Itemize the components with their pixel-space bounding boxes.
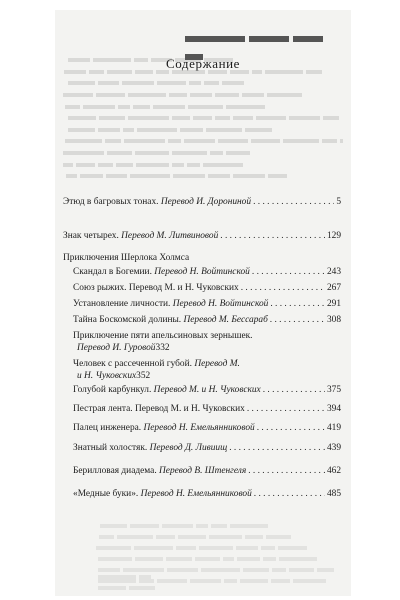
toc-leader-dots bbox=[220, 230, 325, 243]
reverse-side-word bbox=[256, 116, 286, 120]
toc-entry bbox=[73, 282, 341, 295]
toc-entry-translator: Перевод И. Дорониной bbox=[160, 197, 252, 207]
reverse-side-line bbox=[100, 515, 338, 520]
reverse-side-word bbox=[172, 116, 190, 120]
reverse-side-word bbox=[168, 139, 181, 143]
toc-entry-translator: Перевод Н. Емельянниковой bbox=[143, 423, 255, 433]
toc-entry bbox=[73, 298, 341, 311]
toc-page-number: 332 bbox=[155, 343, 170, 353]
toc-entry bbox=[73, 465, 341, 478]
reverse-side-line bbox=[65, 135, 343, 147]
toc-entry bbox=[63, 230, 341, 243]
toc-leader-dots bbox=[247, 403, 325, 416]
toc-entry-title: Пестрая лента. Перевод М. и Н. Чуковских bbox=[73, 404, 245, 414]
toc-leader-dots bbox=[229, 442, 325, 455]
toc-leader-dots bbox=[252, 266, 325, 279]
toc-page-number: 243 bbox=[326, 267, 341, 277]
page-title: Содержание bbox=[165, 56, 241, 71]
reverse-side-word bbox=[98, 579, 136, 583]
toc-entry-translator: Перевод В. Штенгеля bbox=[159, 466, 247, 476]
toc-page-number: 129 bbox=[326, 231, 341, 241]
toc-page-number: 5 bbox=[336, 197, 341, 207]
reverse-side-word bbox=[180, 128, 203, 132]
reverse-side-line bbox=[98, 570, 341, 575]
reverse-side-line bbox=[63, 158, 342, 170]
reverse-side-word bbox=[129, 586, 155, 590]
toc-entry bbox=[73, 358, 240, 371]
reverse-side-word bbox=[204, 81, 219, 85]
reverse-side-word bbox=[63, 163, 73, 167]
reverse-side-word bbox=[268, 174, 287, 178]
reverse-side-line bbox=[98, 559, 342, 564]
toc-leader-dots bbox=[270, 298, 325, 311]
toc-entry-title: Скандал в Богемии. bbox=[73, 267, 152, 277]
reverse-side-word bbox=[136, 163, 169, 167]
reverse-side-word bbox=[133, 105, 150, 109]
toc-entry-translator-continuation: и Н. Чуковских bbox=[77, 371, 137, 381]
reverse-side-word bbox=[98, 128, 120, 132]
toc-entry-title: Знак четырех. bbox=[63, 231, 119, 241]
toc-entry bbox=[73, 314, 341, 327]
toc-entry-translator: Перевод М. Бессараб bbox=[183, 315, 268, 325]
toc-leader-dots bbox=[248, 465, 325, 478]
reverse-side-word bbox=[240, 579, 268, 583]
reverse-side-word bbox=[66, 174, 77, 178]
reverse-side-word bbox=[206, 128, 242, 132]
toc-leader-dots bbox=[263, 384, 325, 397]
reverse-side-word bbox=[157, 81, 186, 85]
toc-page-number: 308 bbox=[326, 315, 341, 325]
reverse-side-word bbox=[340, 139, 343, 143]
reverse-side-word bbox=[96, 93, 125, 97]
reverse-side-word bbox=[157, 579, 187, 583]
toc-entry-title: Установление личности. bbox=[73, 299, 171, 309]
reverse-side-word bbox=[322, 139, 337, 143]
reverse-side-word bbox=[289, 116, 320, 120]
reverse-side-word bbox=[68, 116, 96, 120]
reverse-side-word bbox=[124, 139, 165, 143]
toc-entry-title: Тайна Боскомской долины. bbox=[73, 315, 182, 325]
toc-entry-title: Голубой карбункул. bbox=[73, 385, 152, 395]
toc-leader-dots bbox=[241, 282, 325, 295]
reverse-side-line bbox=[63, 89, 338, 101]
reverse-side-word bbox=[215, 93, 239, 97]
toc-page-number: 291 bbox=[326, 299, 341, 309]
reverse-side-word bbox=[188, 105, 223, 109]
reverse-side-word bbox=[283, 139, 319, 143]
reverse-side-word bbox=[137, 128, 177, 132]
reverse-side-word bbox=[106, 174, 127, 178]
reverse-side-word bbox=[118, 105, 130, 109]
toc-entry-title: Человек с рассеченной губой. bbox=[73, 359, 192, 369]
reverse-side-word bbox=[215, 116, 230, 120]
reverse-side-word bbox=[190, 93, 212, 97]
reverse-side-word bbox=[80, 174, 103, 178]
reverse-side-word bbox=[65, 139, 102, 143]
reverse-side-word bbox=[105, 139, 121, 143]
toc-entry-title: Палец инженера. bbox=[73, 423, 142, 433]
toc-page-number: 394 bbox=[326, 404, 341, 414]
reverse-side-word bbox=[251, 139, 280, 143]
toc-entry-title: Берилловая диадема. bbox=[73, 466, 157, 476]
toc-page-number: 439 bbox=[326, 443, 341, 453]
reverse-side-line bbox=[68, 112, 339, 124]
reverse-side-word bbox=[98, 586, 126, 590]
toc-entry-translator: Перевод М. и Н. Чуковских bbox=[153, 385, 261, 395]
toc-leader-dots bbox=[270, 314, 325, 327]
reverse-side-word bbox=[233, 116, 253, 120]
reverse-side-word bbox=[184, 139, 215, 143]
reverse-side-word bbox=[130, 174, 170, 178]
reverse-side-word bbox=[68, 81, 95, 85]
reverse-side-line bbox=[96, 537, 339, 542]
toc-entry-title: «Медные буки». bbox=[73, 489, 139, 499]
toc-entry bbox=[63, 196, 341, 209]
reverse-side-word bbox=[128, 93, 166, 97]
toc-page-number: 485 bbox=[326, 489, 341, 499]
reverse-side-line bbox=[68, 77, 341, 89]
reverse-side-word bbox=[218, 139, 248, 143]
reverse-side-word bbox=[189, 81, 201, 85]
reverse-side-word bbox=[123, 128, 134, 132]
reverse-side-word bbox=[187, 163, 200, 167]
reverse-side-word bbox=[116, 163, 133, 167]
reverse-side-word bbox=[193, 116, 212, 120]
reverse-side-word bbox=[99, 116, 125, 120]
reverse-side-word bbox=[323, 116, 339, 120]
toc-entry bbox=[73, 422, 341, 435]
reverse-side-word bbox=[139, 579, 154, 583]
toc-entry-translator: Перевод Н. Емельянниковой bbox=[140, 489, 252, 499]
toc-leader-dots bbox=[257, 422, 325, 435]
toc-entry bbox=[77, 342, 341, 355]
reverse-side-line bbox=[66, 170, 343, 182]
book-page bbox=[55, 10, 351, 596]
toc-section-heading: Приключения Шерлока Холмса bbox=[63, 253, 190, 263]
reverse-side-word bbox=[63, 93, 93, 97]
toc-entry-translator: Перевод Н. Войтинской bbox=[154, 267, 250, 277]
reverse-side-word bbox=[153, 105, 185, 109]
toc-page-number: 462 bbox=[326, 466, 341, 476]
reverse-side-word bbox=[122, 81, 154, 85]
toc-entry bbox=[73, 384, 341, 397]
reverse-side-word bbox=[222, 81, 244, 85]
reverse-side-word bbox=[208, 174, 230, 178]
toc-entry-translator: Перевод Д. Ливиищ bbox=[149, 443, 228, 453]
toc-page-number: 419 bbox=[326, 423, 341, 433]
reverse-side-word bbox=[226, 151, 250, 155]
reverse-side-word bbox=[210, 151, 223, 155]
reverse-side-word bbox=[267, 93, 302, 97]
reverse-side-line bbox=[68, 124, 338, 136]
toc-entry-continuation bbox=[77, 370, 341, 383]
reverse-side-word bbox=[224, 579, 237, 583]
reverse-side-word bbox=[242, 93, 264, 97]
reverse-side-word bbox=[98, 163, 113, 167]
toc-entry bbox=[73, 488, 341, 501]
toc-entry-translator: Перевод М. bbox=[194, 359, 240, 369]
reverse-side-word bbox=[68, 128, 95, 132]
reverse-side-word bbox=[172, 163, 184, 167]
reverse-side-word bbox=[172, 151, 207, 155]
toc-leader-dots bbox=[253, 196, 334, 209]
reverse-side-word bbox=[128, 116, 169, 120]
reverse-side-word bbox=[233, 174, 265, 178]
reverse-side-word bbox=[83, 105, 115, 109]
toc-entry-translator: Перевод М. Литвиновой bbox=[121, 231, 219, 241]
toc-entry-title: Знатный холостяк. bbox=[73, 443, 148, 453]
toc-entry bbox=[73, 403, 341, 416]
toc-entry-title: Союз рыжих. Перевод М. и Н. Чуковских bbox=[73, 283, 239, 293]
reverse-side-word bbox=[190, 579, 221, 583]
reverse-side-word bbox=[76, 163, 95, 167]
toc-page-number: 375 bbox=[326, 385, 341, 395]
toc-entry-translator: Перевод И. Гуровой bbox=[77, 343, 156, 353]
toc-page-number: 267 bbox=[326, 283, 341, 293]
reverse-side-word bbox=[271, 579, 290, 583]
reverse-side-word bbox=[173, 174, 205, 178]
reverse-side-text-bleed bbox=[55, 10, 351, 185]
reverse-side-text-bleed-bottom bbox=[55, 515, 351, 585]
reverse-side-line bbox=[65, 100, 341, 112]
reverse-side-line bbox=[99, 526, 343, 531]
reverse-side-word bbox=[98, 81, 119, 85]
reverse-side-word bbox=[107, 151, 132, 155]
toc-entry-title: Приключение пяти апельсиновых зернышек. bbox=[73, 331, 253, 341]
reverse-side-word bbox=[63, 151, 104, 155]
toc-entry bbox=[73, 442, 341, 455]
toc-entry bbox=[73, 266, 341, 279]
toc-entry-translator: Перевод Н. Войтинской bbox=[172, 299, 269, 309]
reverse-side-word bbox=[203, 163, 243, 167]
reverse-side-word bbox=[169, 93, 187, 97]
reverse-side-line bbox=[98, 548, 343, 553]
reverse-side-word bbox=[293, 579, 326, 583]
reverse-side-word bbox=[245, 128, 272, 132]
reverse-side-line bbox=[63, 147, 338, 159]
reverse-side-word bbox=[226, 105, 265, 109]
toc-leader-dots bbox=[254, 488, 325, 501]
reverse-side-word bbox=[135, 151, 169, 155]
toc-entry-title: Этюд в багровых тонах. bbox=[63, 197, 159, 207]
toc-page-number: 352 bbox=[136, 371, 151, 381]
reverse-side-word bbox=[65, 105, 80, 109]
